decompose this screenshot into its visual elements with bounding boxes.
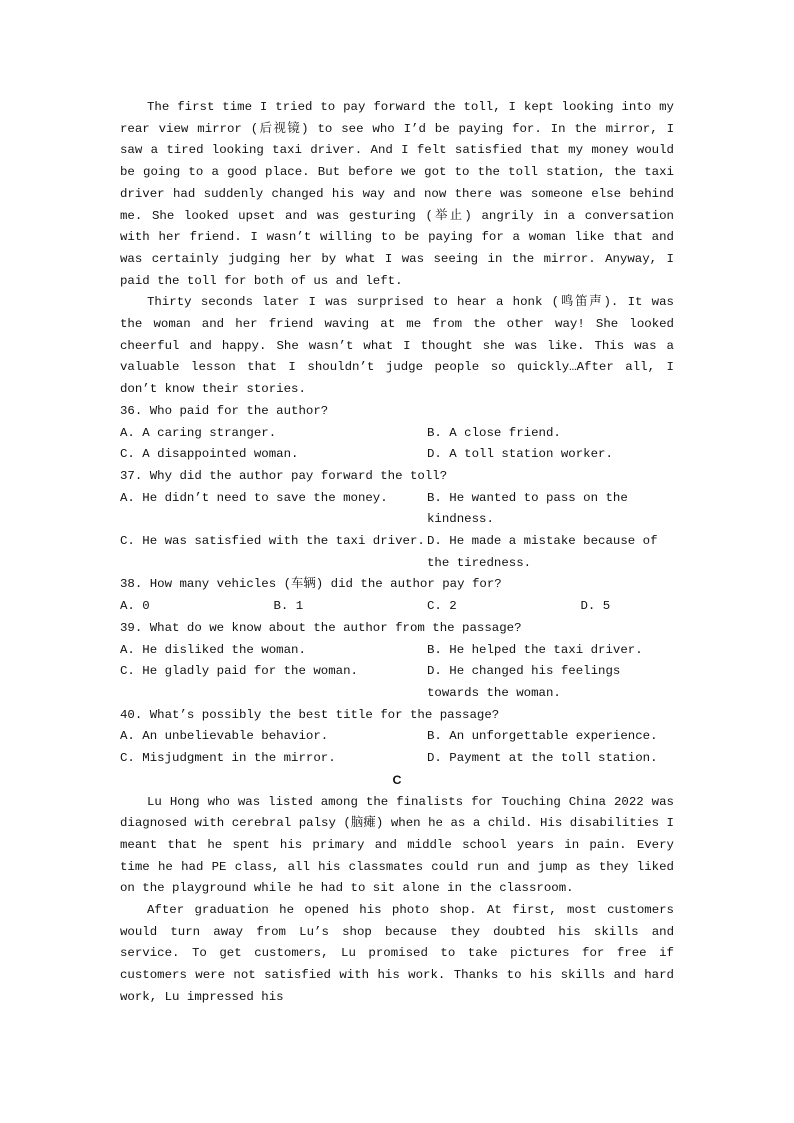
question-37-option-b: B. He wanted to pass on the kindness. — [427, 490, 628, 527]
question-40-option-a: A. An unbelievable behavior. — [120, 729, 329, 744]
question-36-options-row-2 — [120, 444, 674, 466]
question-36-option-a: A. A caring stranger. — [120, 425, 277, 440]
passage-b-paragraph-1: The first time I tried to pay forward the toll, I kept looking into my rear view mirror (后视镜) to see who I’d be paying for. In the mirror, I saw a tired looking taxi driver. And I felt satisfied that my money would be going to a good place. But before we got to the toll station, the taxi driver had suddenly changed his way and now there was someone else behind me. She looked upset and was gesturing (举止) angrily in a conversation with her friend. I wasn’t willing to be paying for a woman like that and was certainly judging her by what I was seeing in the mirror. Anyway, I paid the toll for both of us and left. — [120, 100, 674, 288]
question-39-option-d: D. He changed his feelings towards the woman. — [427, 664, 621, 700]
question-40-option-c: C. Misjudgment in the mirror. — [120, 751, 336, 766]
question-38-options-row — [120, 596, 674, 618]
question-40-options-row-1 — [120, 726, 674, 748]
question-37-options-row-2 — [120, 531, 674, 574]
passage-b-paragraph-2: Thirty seconds later I was surprised to hear a honk (鸣笛声). It was the woman and her friend waving at me from the other way! She looked cheerful and happy. She wasn’t what I thought she was like. This was a valuable lesson that I shouldn’t judge people so quickly…After all, I don’t know their stories. — [120, 295, 674, 397]
question-37-option-a: A. He didn’t need to save the money. — [120, 490, 388, 505]
question-38-option-d: D. 5 — [580, 599, 611, 614]
passage-c-heading: C — [392, 772, 402, 787]
question-37-option-c: C. He was satisfied with the taxi driver. — [120, 534, 425, 549]
question-37-options-row-1 — [120, 488, 674, 531]
question-38-option-a: A. 0 — [120, 599, 150, 614]
question-38-stem: 38. How many vehicles (车辆) did the author pay for? — [120, 577, 502, 592]
question-36-option-d: D. A toll station worker. — [427, 447, 613, 462]
question-36-options-row-1 — [120, 423, 674, 445]
question-39-option-a: A. He disliked the woman. — [120, 642, 306, 657]
question-37-stem: 37. Why did the author pay forward the toll? — [120, 468, 448, 483]
question-40-stem: 40. What’s possibly the best title for the passage? — [120, 707, 500, 722]
exam-page — [120, 97, 674, 1009]
question-40-option-d: D. Payment at the toll station. — [427, 751, 658, 766]
question-40-options-row-2 — [120, 748, 674, 770]
question-38-option-b: B. 1 — [273, 599, 304, 614]
question-37-option-d: D. He made a mistake because of the tiredness. — [427, 534, 658, 570]
question-39-options-row-1 — [120, 640, 674, 662]
question-36-option-c: C. A disappointed woman. — [120, 447, 299, 462]
question-36-option-b: B. A close friend. — [427, 425, 561, 440]
passage-c-paragraph-2: After graduation he opened his photo shop. At first, most customers would turn away from Lu’s shop because they doubted his skills and service. To get customers, Lu promised to take pictures for free if customers were not satisfied with his work. Thanks to his skills and hard work, Lu impressed his — [120, 903, 674, 1004]
question-39-stem: 39. What do we know about the author from the passage? — [120, 620, 522, 635]
passage-c-paragraph-1: Lu Hong who was listed among the finalists for Touching China 2022 was diagnosed with cerebral palsy (脑瘫) when he as a child. His disabilities I meant that he spent his primary and middle school years in pain. Every time he had PE class, all his classmates could run and jump as they liked on the playground while he had to sit alone in the classroom. — [120, 794, 674, 896]
question-39-option-b: B. He helped the taxi driver. — [427, 642, 643, 657]
question-38-option-c: C. 2 — [427, 599, 457, 614]
question-36-stem: 36. Who paid for the author? — [120, 403, 329, 418]
question-40-option-b: B. An unforgettable experience. — [427, 729, 658, 744]
question-39-options-row-2 — [120, 661, 674, 704]
question-39-option-c: C. He gladly paid for the woman. — [120, 664, 358, 679]
